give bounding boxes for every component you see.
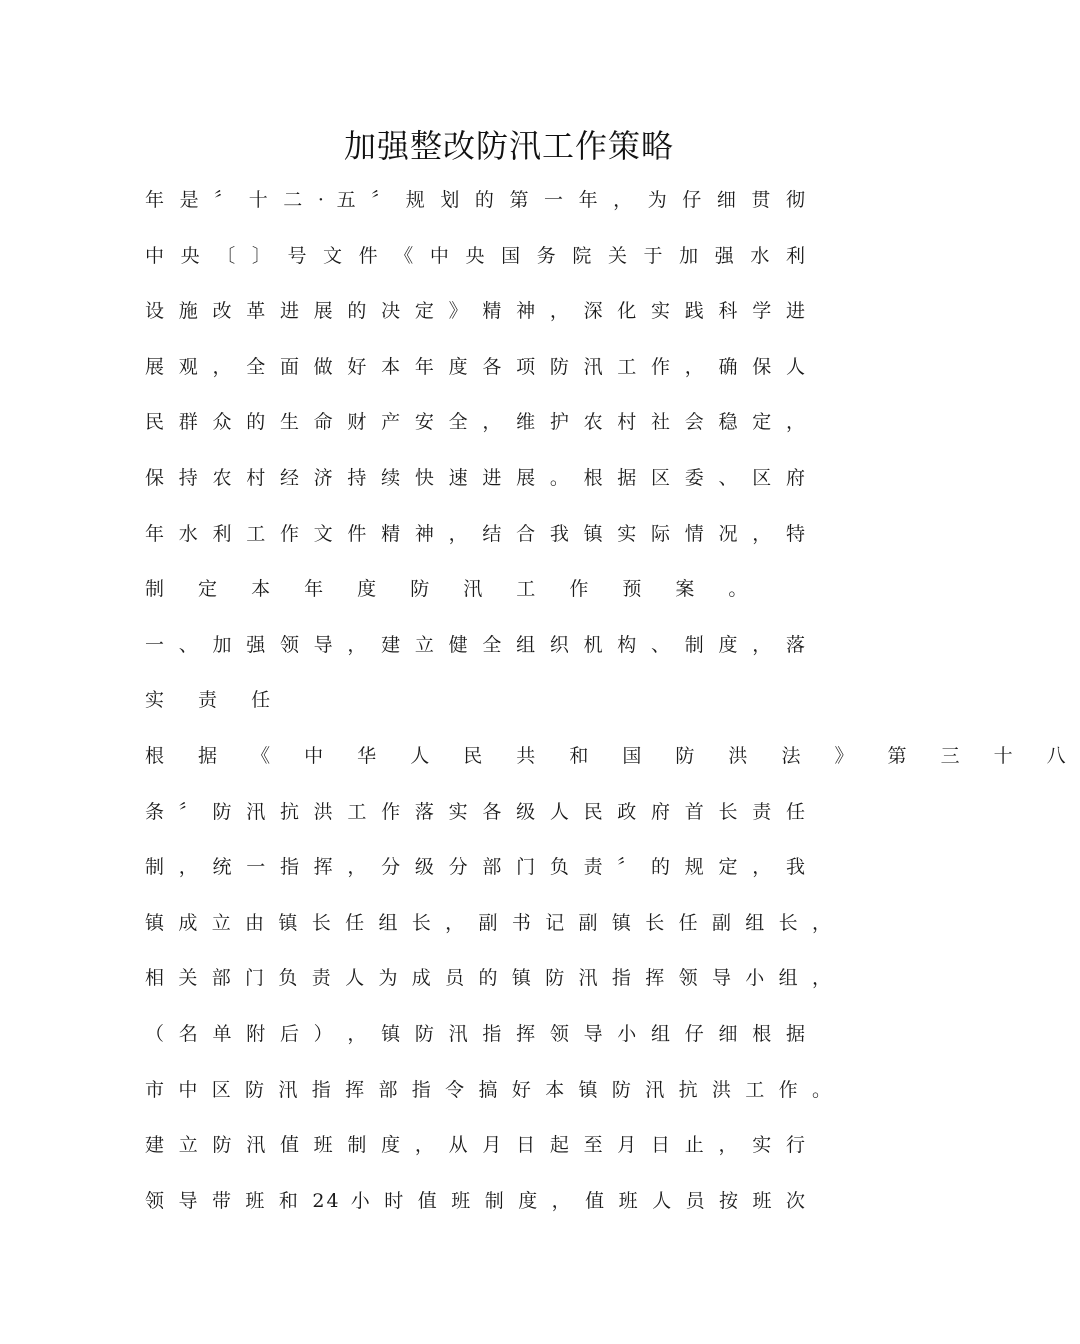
body-line: 制 定 本 年 度 防 汛 工 作 预 案 。 [145,578,762,601]
body-line: 设 施 改 革 进 展 的 决 定 》 精 神 ， 深 化 实 践 科 学 进 [145,300,807,323]
section-heading-continued: 实 责 任 [145,689,285,712]
body-line: 年 水 利 工 作 文 件 精 神 ， 结 合 我 镇 实 际 情 况 ， 特 [145,522,807,545]
body-line: 年 是 〞 十 二 · 五 〞 规 划 的 第 一 年 ， 为 仔 细 贯 彻 [145,189,807,211]
body-line: 市 中 区 防 汛 指 挥 部 指 令 搞 好 本 镇 防 汛 抗 洪 工 作 。 [145,1078,833,1101]
body-line: 相 关 部 门 负 责 人 为 成 员 的 镇 防 汛 指 挥 领 导 小 组 ， [145,967,833,990]
document-body [145,178,1080,1234]
body-line: 根 据 《 中 华 人 民 共 和 国 防 洪 法 》 第 三 十 八 [145,744,1080,767]
body-line: 领 导 带 班 和 24 小 时 值 班 制 度 ， 值 班 人 员 按 班 次 [145,1189,807,1212]
body-line: 镇 成 立 由 镇 长 任 组 长 ， 副 书 记 副 镇 长 任 副 组 长 ， [145,911,833,934]
body-line: 制 ， 统 一 指 挥 ， 分 级 分 部 门 负 责 〞 的 规 定 ， 我 [145,856,807,879]
section-heading: 一 、 加 强 领 导 ， 建 立 健 全 组 织 机 构 、 制 度 ， 落 [145,633,807,656]
body-line: 展 观 ， 全 面 做 好 本 年 度 各 项 防 汛 工 作 ， 确 保 人 [145,355,807,378]
body-line: 建 立 防 汛 值 班 制 度 ， 从 月 日 起 至 月 日 止 ， 实 行 [145,1134,807,1157]
body-line: 保 持 农 村 经 济 持 续 快 速 进 展 。 根 据 区 委 、 区 府 [145,466,807,489]
body-line: 民 群 众 的 生 命 财 产 安 全 ， 维 护 农 村 社 会 稳 定 ， [145,411,807,434]
document-title: 加强整改防汛工作策略 [343,127,674,165]
body-line: （ 名 单 附 后 ） ， 镇 防 汛 指 挥 领 导 小 组 仔 细 根 据 [145,1022,807,1045]
body-line: 中 央 〔 〕 号 文 件 《 中 央 国 务 院 关 于 加 强 水 利 [145,244,807,267]
body-line: 条 〞 防 汛 抗 洪 工 作 落 实 各 级 人 民 政 府 首 长 责 任 [145,800,807,823]
